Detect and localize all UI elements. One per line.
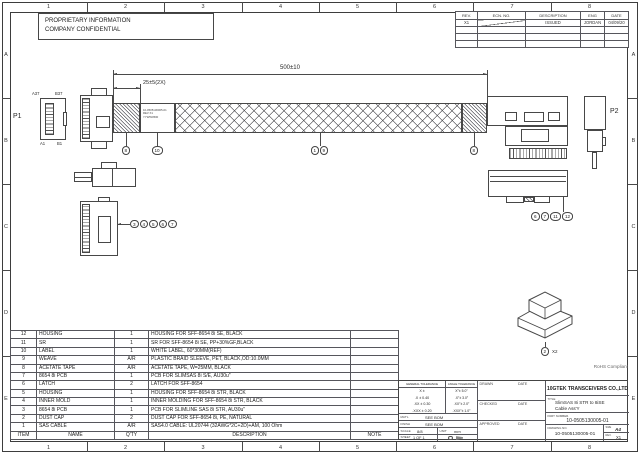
balloon-se-parts: 11 (550, 212, 561, 221)
unit-label: UNIT (439, 428, 447, 433)
leader-line (126, 133, 127, 146)
rohs-note: RoHS Compliant (593, 364, 628, 369)
str-plug-top-window (98, 216, 111, 243)
proprietary-line1: PROPRIETARY INFORMATION (45, 18, 131, 24)
margin-tick (628, 270, 638, 271)
unit-value: mm (454, 429, 461, 434)
matl-label: MAT'L (400, 414, 409, 419)
grid-row-label: B (4, 138, 8, 144)
grid-row-label: D (631, 310, 636, 316)
dust-cap-qty: X2 (552, 349, 558, 354)
proprietary-line2: COMPANY CONFIDENTIAL (45, 26, 121, 33)
grid-row-label: A (631, 52, 636, 58)
str-plug-side-line (74, 177, 92, 178)
bom-header-note: NOTE (351, 431, 399, 440)
scale-label: SCALE (400, 428, 411, 433)
p1-plug-latch-bottom (91, 141, 107, 149)
checked-box (478, 401, 546, 421)
sheet-label: SHEET (400, 435, 411, 440)
acetate-tape-left (113, 103, 140, 133)
margin-tick (628, 184, 638, 185)
rev-cell-ecn (478, 20, 526, 27)
cable-label-line1: 10-0505130005-01 (143, 108, 167, 112)
balloon-se-parts: 12 (562, 212, 573, 221)
balloon-se-parts: 7 (541, 212, 550, 221)
balloon-acetate-tape: 8 (122, 146, 131, 155)
str-plug-top-pins (82, 204, 90, 253)
grid-col-label: 5 (355, 3, 360, 10)
se-plug-rear-tab2 (534, 196, 550, 203)
grid-col-label: 6 (432, 445, 437, 451)
finish-label: FINISH (400, 421, 410, 426)
grid-col-label: 5 (355, 445, 360, 451)
dim-tape-text: 25±5(2X) (143, 79, 166, 86)
rev-empty-cell (456, 34, 478, 41)
part-number-label: PART NUMBER. (547, 413, 570, 418)
rev-empty-cell (456, 27, 478, 34)
se-plug-rear-tab1 (506, 196, 524, 203)
size-label: SIZE (605, 425, 612, 429)
rev-cell-description: ISSUED (526, 20, 581, 27)
str-plug-side-line2 (112, 168, 113, 187)
se-plug-rear-line2 (490, 181, 566, 182)
margin-tick (628, 356, 638, 357)
title-block (398, 380, 628, 440)
drawing-no-cell (546, 425, 604, 441)
margin-tick (2, 356, 10, 357)
bom-row: 6 LATCH 2 LATCH FOR SFF-8654 (11, 381, 399, 389)
bom-row: 8 ACETATE TAPE A/R ACETATE TAPE, W=25MM, BLACK (11, 364, 399, 372)
p2-plug-latch (524, 112, 544, 122)
p2-side-view-hook (602, 137, 606, 146)
third-angle-projection-cone (456, 436, 463, 440)
revision-table (455, 11, 629, 48)
bom-row: 9 WEAVE A/R PLASTIC BRAID SLEEVE, PET, BLACK,OD:10.0MM (11, 356, 399, 364)
dim-arrow (136, 87, 140, 89)
grid-col-label: 8 (587, 445, 592, 451)
extension-line (487, 70, 488, 96)
balloon-weave: 9 (320, 146, 329, 155)
drawing-no-label: DRAWING NO. (547, 425, 568, 430)
p2-plug-window-right (548, 112, 560, 121)
bom-header-name: NAME (37, 431, 115, 440)
dim-arrow (113, 73, 117, 75)
p1-front-notch (63, 112, 67, 126)
p2-side-view-mid (587, 130, 603, 152)
p2-plug-pins (509, 148, 567, 159)
grid-col-label: 1 (46, 445, 51, 451)
se-plug-rear-pins (524, 197, 534, 202)
drawing-no-value: 10-0505130005-01 (554, 431, 596, 437)
dim-arrow (483, 73, 487, 75)
rev-header-date: DATE (605, 12, 629, 20)
cable-label-line3: YYWW0500 (143, 114, 159, 119)
grid-row-label: E (631, 396, 636, 402)
bom-row: 12 HOUSING 1 HOUSING FOR SFF-8654 8i SE, BLACK (11, 331, 399, 339)
bom-header-item: ITEM (11, 431, 37, 440)
grid-row-label: D (4, 310, 8, 316)
rev-value: X1 (616, 434, 622, 440)
drawn-box (478, 381, 546, 401)
approved-label: APPROVED (479, 421, 500, 426)
grid-row-label: C (4, 224, 8, 230)
title-label: TITLE (547, 396, 556, 401)
checked-date-label: DATE (518, 401, 528, 406)
bom-row: 1 SAS CABLE A/R SAS4.0 CABLE: UL20744 (32AWG*2C+2D)+AM, 100 Ohm (11, 423, 399, 431)
grid-col-label: 2 (123, 3, 128, 10)
grid-row-label: C (631, 224, 636, 230)
tol-general: .XX ± 0.30 (399, 401, 446, 408)
dim-overall-text: 500±10 (280, 65, 300, 71)
str-plug-side-latch (101, 162, 117, 169)
leader-line (563, 197, 564, 212)
grid-col-label: 8 (587, 3, 592, 10)
tol-general: X ± (399, 388, 446, 395)
tol-angle: .XX°± 2.0° (446, 401, 478, 408)
p1-label: P1 (13, 113, 22, 120)
tol-angle: .XXX°± 1.0° (446, 408, 478, 415)
p2-plug-window-left (505, 112, 517, 121)
assembly-title-line2: Cable Ass'Y (555, 406, 580, 411)
rev-label: REV. (605, 433, 612, 437)
grid-col-label: 2 (123, 445, 128, 451)
dust-cap-view (514, 288, 576, 344)
bom-header-row (11, 431, 399, 440)
grid-col-label: 3 (201, 445, 205, 451)
approved-box (478, 421, 546, 441)
grid-row-label: B (631, 138, 636, 144)
leader-line (320, 133, 321, 146)
acetate-tape-right (462, 103, 487, 133)
bom-row: 4 INNER MOLD 1 INNER MOLDING FOR SFF-8654 8i STR, BLACK (11, 398, 399, 406)
p1-plug-latch-top (91, 88, 107, 96)
company-cell: 10GTEK TRANSCEIVERS CO.,LTD (546, 381, 629, 396)
drawn-label: DRAWN (479, 381, 493, 386)
margin-tick (2, 184, 10, 185)
checked-label: CHECKED (479, 401, 498, 406)
leader-line (474, 133, 475, 146)
dim-line-overall (113, 74, 487, 75)
matl-row (399, 414, 478, 421)
balloon-str-parts: 4 (140, 220, 149, 229)
p2-label: P2 (610, 108, 619, 115)
bom-row: 5 HOUSING 1 HOUSING FOR SFF-8654 8i STR, BLACK (11, 389, 399, 397)
angle-tolerance-header: ANGLE TOLERANCE (446, 381, 478, 388)
proprietary-note-box (38, 13, 214, 40)
balloon-label: 10 (152, 146, 163, 155)
approved-date-label: DATE (518, 421, 528, 426)
grid-col-label: 4 (278, 445, 283, 451)
general-tolerance-header: GENERAL TOLERANCE (399, 381, 446, 388)
balloon-dust-cap: 2 (541, 347, 550, 356)
bom-row: 3 8654 8i PCB 1 PCB FOR SLIMLINE SAS 8i STR, AU30u" (11, 406, 399, 414)
margin-tick (628, 98, 638, 99)
p2-side-view-tail (592, 152, 597, 169)
rev-cell (604, 433, 629, 441)
p1-pin-b37: B37 (55, 91, 63, 96)
rev-empty-cell (456, 41, 478, 48)
size-cell (604, 425, 629, 433)
margin-tick (2, 270, 10, 271)
rev-header-rev: REV. (456, 12, 478, 20)
bom-header-description: DESCRIPTION (149, 431, 351, 440)
title-cell (546, 396, 629, 413)
str-plug-top-tab (98, 197, 110, 202)
leader-arrow (118, 223, 121, 225)
grid-row-label: A (4, 52, 8, 58)
grid-row-label: E (4, 396, 8, 402)
scale-value: 8/8 (417, 429, 423, 434)
sheet-cell (399, 435, 438, 442)
rev-cell-eng: JORDAN (581, 20, 605, 27)
grid-col-label: 3 (201, 3, 205, 10)
bom-table (10, 330, 399, 440)
p2-side-view-top (584, 96, 606, 130)
drawn-date-label: DATE (518, 381, 528, 386)
p1-pin-a1: A1 (40, 141, 46, 146)
tol-angle: .X°± 3.0° (446, 395, 478, 402)
rev-header-ecn: ECN. NO. (478, 12, 526, 20)
bom-row: 10 LABEL 1 WHITE LABEL, 60*30MM(REF) (11, 347, 399, 355)
p1-pin-b1: B1 (57, 141, 63, 146)
leader-line (157, 133, 158, 146)
se-plug-rear-view (488, 170, 568, 197)
balloon-se-parts: 6 (531, 212, 540, 221)
grid-col-label: 4 (278, 3, 283, 10)
rev-cell-date: 04/09/20 (605, 20, 629, 27)
braid-sleeve (175, 103, 462, 133)
balloon-str-parts: 7 (168, 220, 177, 229)
p1-pin-a37: A37 (32, 91, 40, 96)
tol-general: .X ± 0.40 (399, 395, 446, 402)
bom-row: 2 DUST CAP 2 DUST CAP FOR SFF-8654 8i, PE, NATURAL (11, 414, 399, 422)
tol-angle: X°± 5.0° (446, 388, 478, 395)
rev-header-eng: ENG (581, 12, 605, 20)
balloon-str-parts: 3 (130, 220, 139, 229)
projection-cell (438, 435, 478, 442)
p1-front-blade (45, 103, 54, 135)
p1-plug-detail (96, 116, 110, 128)
grid-col-label: 7 (510, 445, 514, 451)
matl-value: SEE BOM (425, 415, 444, 421)
bom-row: 11 SR 1 SR FOR SFF-8654 8i SE, PP+30%GF,BLACK (11, 339, 399, 347)
third-angle-projection-icon (448, 436, 453, 441)
margin-tick (2, 98, 10, 99)
sheet-value: 1 OF 1 (413, 435, 425, 440)
bom-header-qty: Q'TY (115, 431, 149, 440)
rev-header-description: DESCRIPTION (526, 12, 581, 20)
finish-value: SEE BOM (425, 422, 444, 428)
grid-col-label: 6 (432, 3, 437, 10)
balloon-str-parts: 5 (149, 220, 158, 229)
part-number-value: 10-0505130005-01 (566, 418, 609, 424)
str-plug-side-view (92, 168, 136, 187)
balloon-str-parts: 6 (159, 220, 168, 229)
grid-col-label: 7 (510, 3, 514, 10)
balloon-acetate-tape-right: 8 (470, 146, 479, 155)
assembly-title-line1: SlimSAS 8i STR to 8iSE (555, 400, 605, 405)
finish-row (399, 421, 478, 428)
se-plug-rear-line (490, 176, 566, 177)
grid-col-label: 1 (46, 3, 51, 10)
p1-plug-pins (82, 98, 90, 139)
tol-general: .XXX ± 0.20 (399, 408, 446, 415)
part-number-cell (546, 413, 629, 425)
rev-cell-rev: X1 (456, 20, 478, 27)
dim-arrow (113, 87, 117, 89)
cable-label (140, 103, 175, 133)
cable-label-line2: REV X1 (143, 111, 153, 116)
extension-line (140, 84, 141, 103)
p2-plug-lower-window (521, 129, 549, 142)
bom-row: 7 8654 8i PCB 1 PCB FOR SLIMSAS 8i S/E, AU30u" (11, 372, 399, 380)
size-value: A4 (615, 426, 621, 432)
balloon-cable: 1 (311, 146, 320, 155)
